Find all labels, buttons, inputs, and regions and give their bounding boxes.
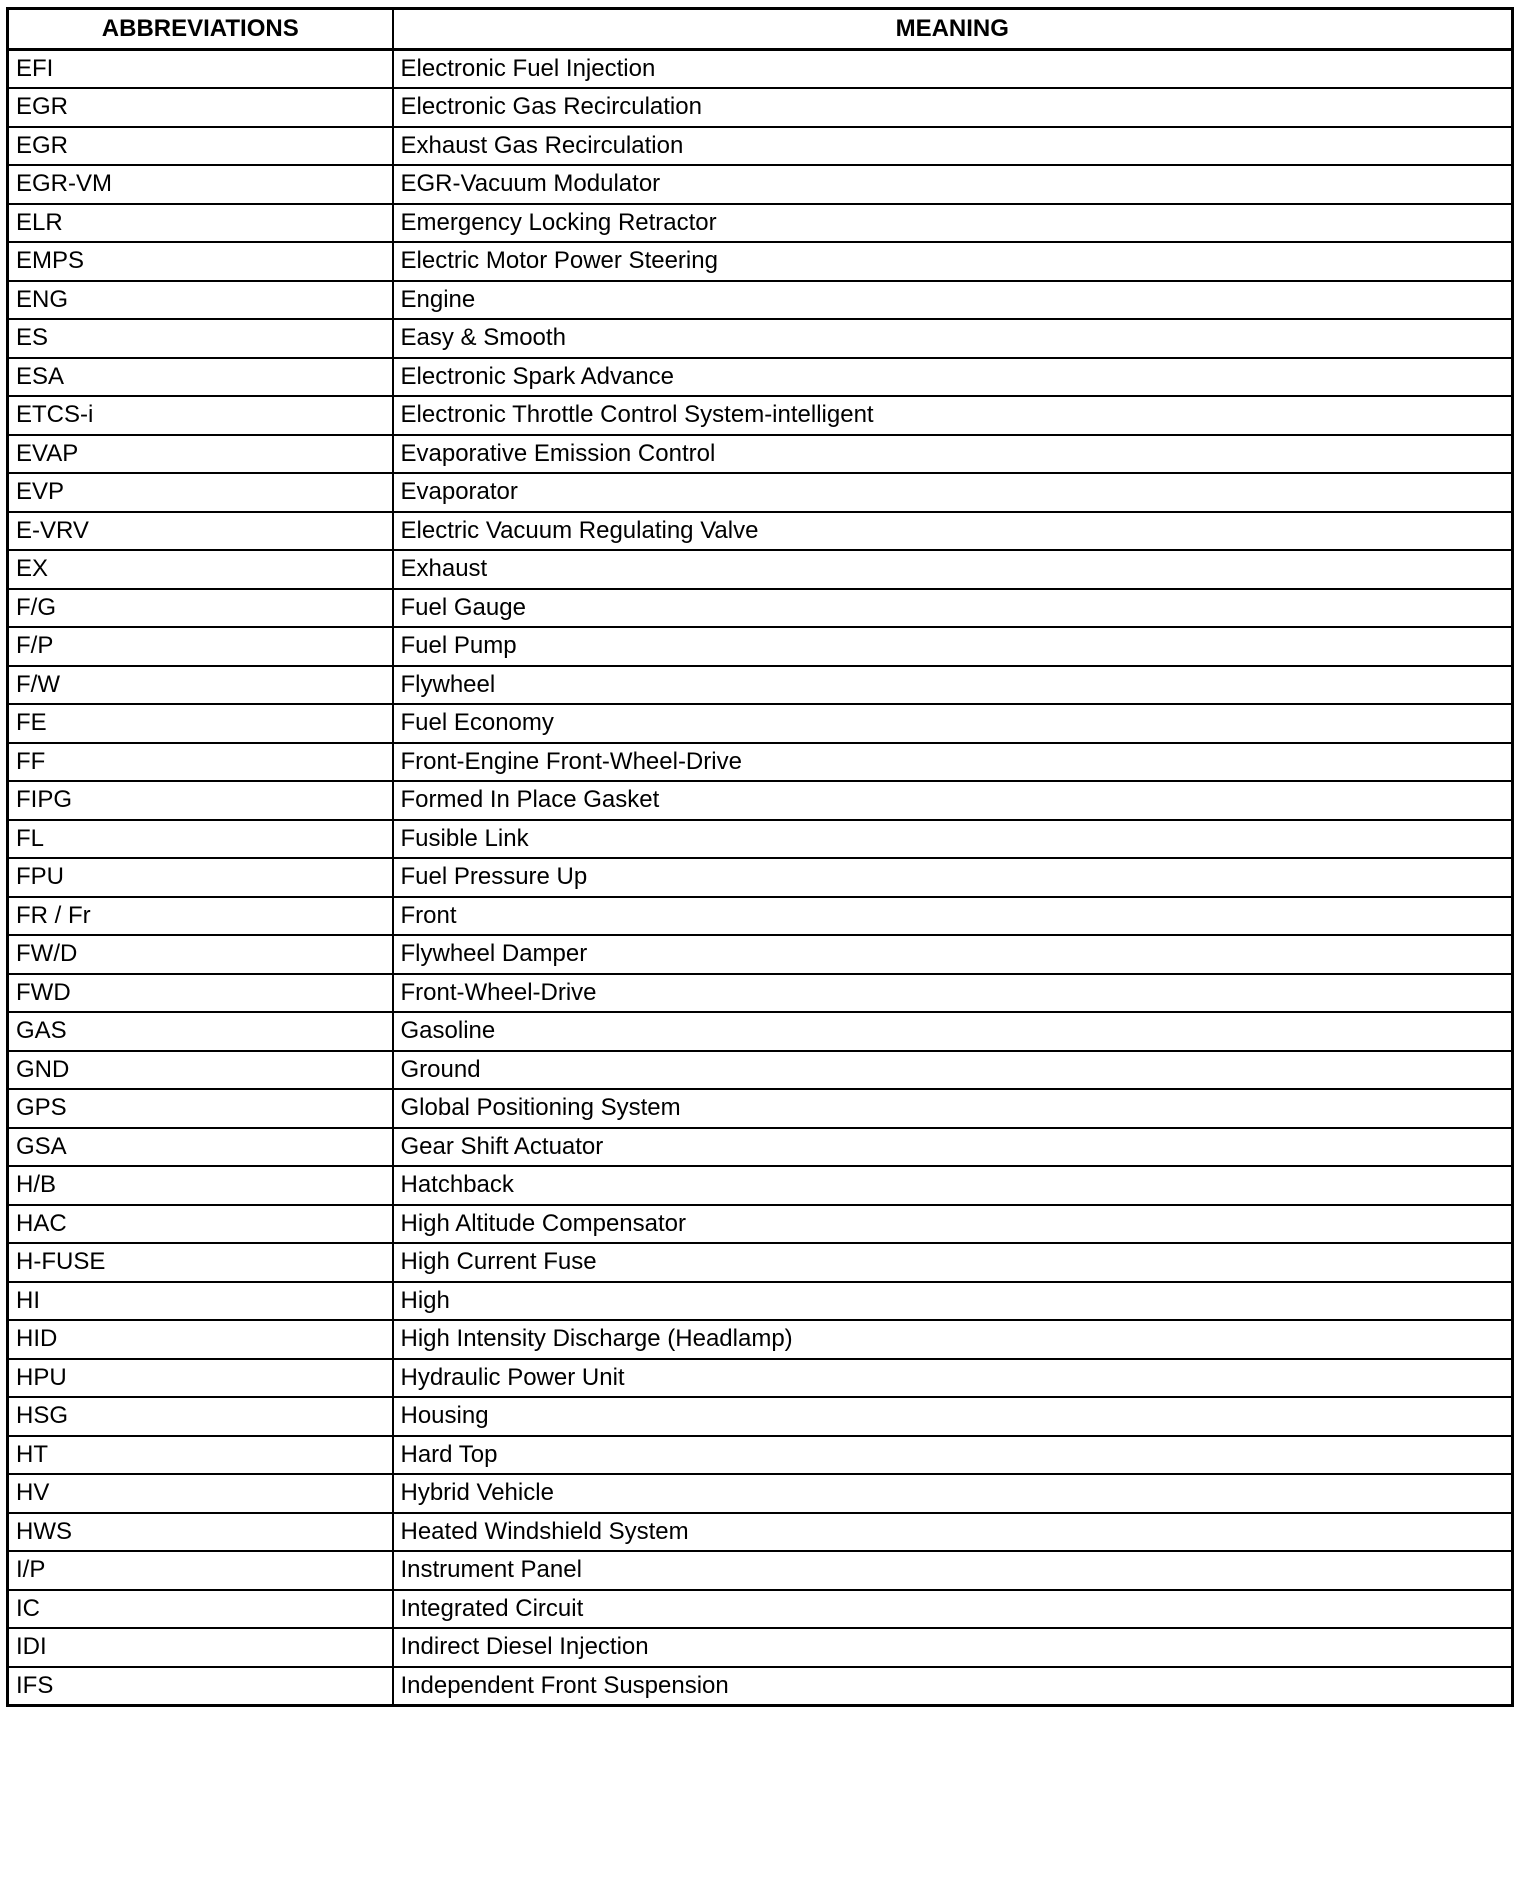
table-row [8,704,1513,743]
meaning-cell: Emergency Locking Retractor [393,204,1513,243]
meaning-cell: Fusible Link [393,820,1513,859]
meaning-cell: Gear Shift Actuator [393,1128,1513,1167]
abbreviation-cell: ESA [8,358,393,397]
meaning-cell: High Altitude Compensator [393,1205,1513,1244]
meaning-cell: Flywheel [393,666,1513,705]
abbreviation-cell: H/B [8,1166,393,1205]
abbreviation-cell: EX [8,550,393,589]
abbreviation-cell: IC [8,1590,393,1629]
abbreviation-cell: GSA [8,1128,393,1167]
abbreviation-cell: FIPG [8,781,393,820]
meaning-cell: Independent Front Suspension [393,1667,1513,1706]
meaning-cell: Front [393,897,1513,936]
meaning-cell: Electronic Fuel Injection [393,50,1513,89]
abbreviation-cell: GAS [8,1012,393,1051]
abbreviation-cell: HPU [8,1359,393,1398]
meaning-cell: Flywheel Damper [393,935,1513,974]
meaning-cell: Electric Vacuum Regulating Valve [393,512,1513,551]
abbreviation-cell: F/G [8,589,393,628]
meaning-cell: EGR-Vacuum Modulator [393,165,1513,204]
abbreviation-cell: ELR [8,204,393,243]
abbreviation-cell: GPS [8,1089,393,1128]
meaning-cell: Hydraulic Power Unit [393,1359,1513,1398]
abbreviation-cell: EVP [8,473,393,512]
table-row [8,550,1513,589]
table-header [8,9,1513,50]
meaning-cell: Integrated Circuit [393,1590,1513,1629]
table-row [8,974,1513,1013]
table-row [8,1397,1513,1436]
table-row [8,1051,1513,1090]
meaning-cell: Indirect Diesel Injection [393,1628,1513,1667]
meaning-cell: Housing [393,1397,1513,1436]
abbreviation-cell: EGR-VM [8,165,393,204]
abbreviation-cell: I/P [8,1551,393,1590]
abbreviation-cell: HAC [8,1205,393,1244]
meaning-cell: Ground [393,1051,1513,1090]
table-row [8,935,1513,974]
table-row [8,50,1513,89]
table-row [8,1205,1513,1244]
abbreviation-cell: ES [8,319,393,358]
abbreviation-cell: H-FUSE [8,1243,393,1282]
meaning-cell: Exhaust Gas Recirculation [393,127,1513,166]
abbreviation-cell: EVAP [8,435,393,474]
meaning-cell: High Current Fuse [393,1243,1513,1282]
abbreviation-cell: EGR [8,88,393,127]
abbreviation-cell: HT [8,1436,393,1475]
abbreviation-cell: FF [8,743,393,782]
abbreviation-cell: FPU [8,858,393,897]
header-row [8,9,1513,50]
table-row [8,1089,1513,1128]
abbreviation-cell: HID [8,1320,393,1359]
table-body [8,50,1513,1706]
table-row [8,1359,1513,1398]
header-meaning: MEANING [393,9,1513,50]
table-row [8,396,1513,435]
meaning-cell: Gasoline [393,1012,1513,1051]
meaning-cell: Electronic Throttle Control System-intelligent [393,396,1513,435]
meaning-cell: High Intensity Discharge (Headlamp) [393,1320,1513,1359]
abbreviation-cell: E-VRV [8,512,393,551]
meaning-cell: Fuel Pressure Up [393,858,1513,897]
meaning-cell: Evaporator [393,473,1513,512]
abbreviation-cell: ENG [8,281,393,320]
abbreviation-cell: FWD [8,974,393,1013]
abbreviation-cell: HWS [8,1513,393,1552]
abbreviation-cell: ETCS-i [8,396,393,435]
table-row [8,1474,1513,1513]
meaning-cell: Front-Wheel-Drive [393,974,1513,1013]
abbreviation-cell: FR / Fr [8,897,393,936]
table-row [8,1320,1513,1359]
abbreviation-cell: HI [8,1282,393,1321]
table-row [8,858,1513,897]
abbreviation-cell: IFS [8,1667,393,1706]
table-row [8,743,1513,782]
table-row [8,358,1513,397]
abbreviation-cell: GND [8,1051,393,1090]
meaning-cell: High [393,1282,1513,1321]
abbreviation-cell: HV [8,1474,393,1513]
meaning-cell: Hatchback [393,1166,1513,1205]
table-row [8,319,1513,358]
table-row [8,1128,1513,1167]
table-row [8,666,1513,705]
meaning-cell: Electric Motor Power Steering [393,242,1513,281]
table-row [8,1513,1513,1552]
table-row [8,242,1513,281]
table-row [8,589,1513,628]
meaning-cell: Hybrid Vehicle [393,1474,1513,1513]
abbreviation-cell: FE [8,704,393,743]
table-row [8,88,1513,127]
table-row [8,1590,1513,1629]
table-row [8,1166,1513,1205]
meaning-cell: Evaporative Emission Control [393,435,1513,474]
meaning-cell: Instrument Panel [393,1551,1513,1590]
table-row [8,127,1513,166]
table-row [8,435,1513,474]
table-row [8,1436,1513,1475]
meaning-cell: Hard Top [393,1436,1513,1475]
table-row [8,897,1513,936]
table-row [8,820,1513,859]
meaning-cell: Global Positioning System [393,1089,1513,1128]
meaning-cell: Formed In Place Gasket [393,781,1513,820]
abbreviation-cell: F/W [8,666,393,705]
meaning-cell: Fuel Gauge [393,589,1513,628]
abbreviation-cell: FW/D [8,935,393,974]
table-row [8,1012,1513,1051]
meaning-cell: Electronic Gas Recirculation [393,88,1513,127]
abbreviations-table [6,7,1514,1707]
meaning-cell: Engine [393,281,1513,320]
abbreviation-cell: EMPS [8,242,393,281]
table-row [8,204,1513,243]
meaning-cell: Easy & Smooth [393,319,1513,358]
meaning-cell: Fuel Pump [393,627,1513,666]
table-row [8,473,1513,512]
table-row [8,1551,1513,1590]
abbreviation-cell: F/P [8,627,393,666]
abbreviation-cell: EGR [8,127,393,166]
abbreviation-cell: EFI [8,50,393,89]
table-row [8,512,1513,551]
table-row [8,1282,1513,1321]
meaning-cell: Fuel Economy [393,704,1513,743]
abbreviation-cell: FL [8,820,393,859]
table-row [8,781,1513,820]
header-abbreviations: ABBREVIATIONS [8,9,393,50]
table-row [8,1243,1513,1282]
meaning-cell: Heated Windshield System [393,1513,1513,1552]
table-row [8,1628,1513,1667]
abbreviation-cell: HSG [8,1397,393,1436]
meaning-cell: Electronic Spark Advance [393,358,1513,397]
table-row [8,1667,1513,1706]
table-row [8,627,1513,666]
meaning-cell: Front-Engine Front-Wheel-Drive [393,743,1513,782]
meaning-cell: Exhaust [393,550,1513,589]
abbreviation-cell: IDI [8,1628,393,1667]
table-row [8,165,1513,204]
table-row [8,281,1513,320]
